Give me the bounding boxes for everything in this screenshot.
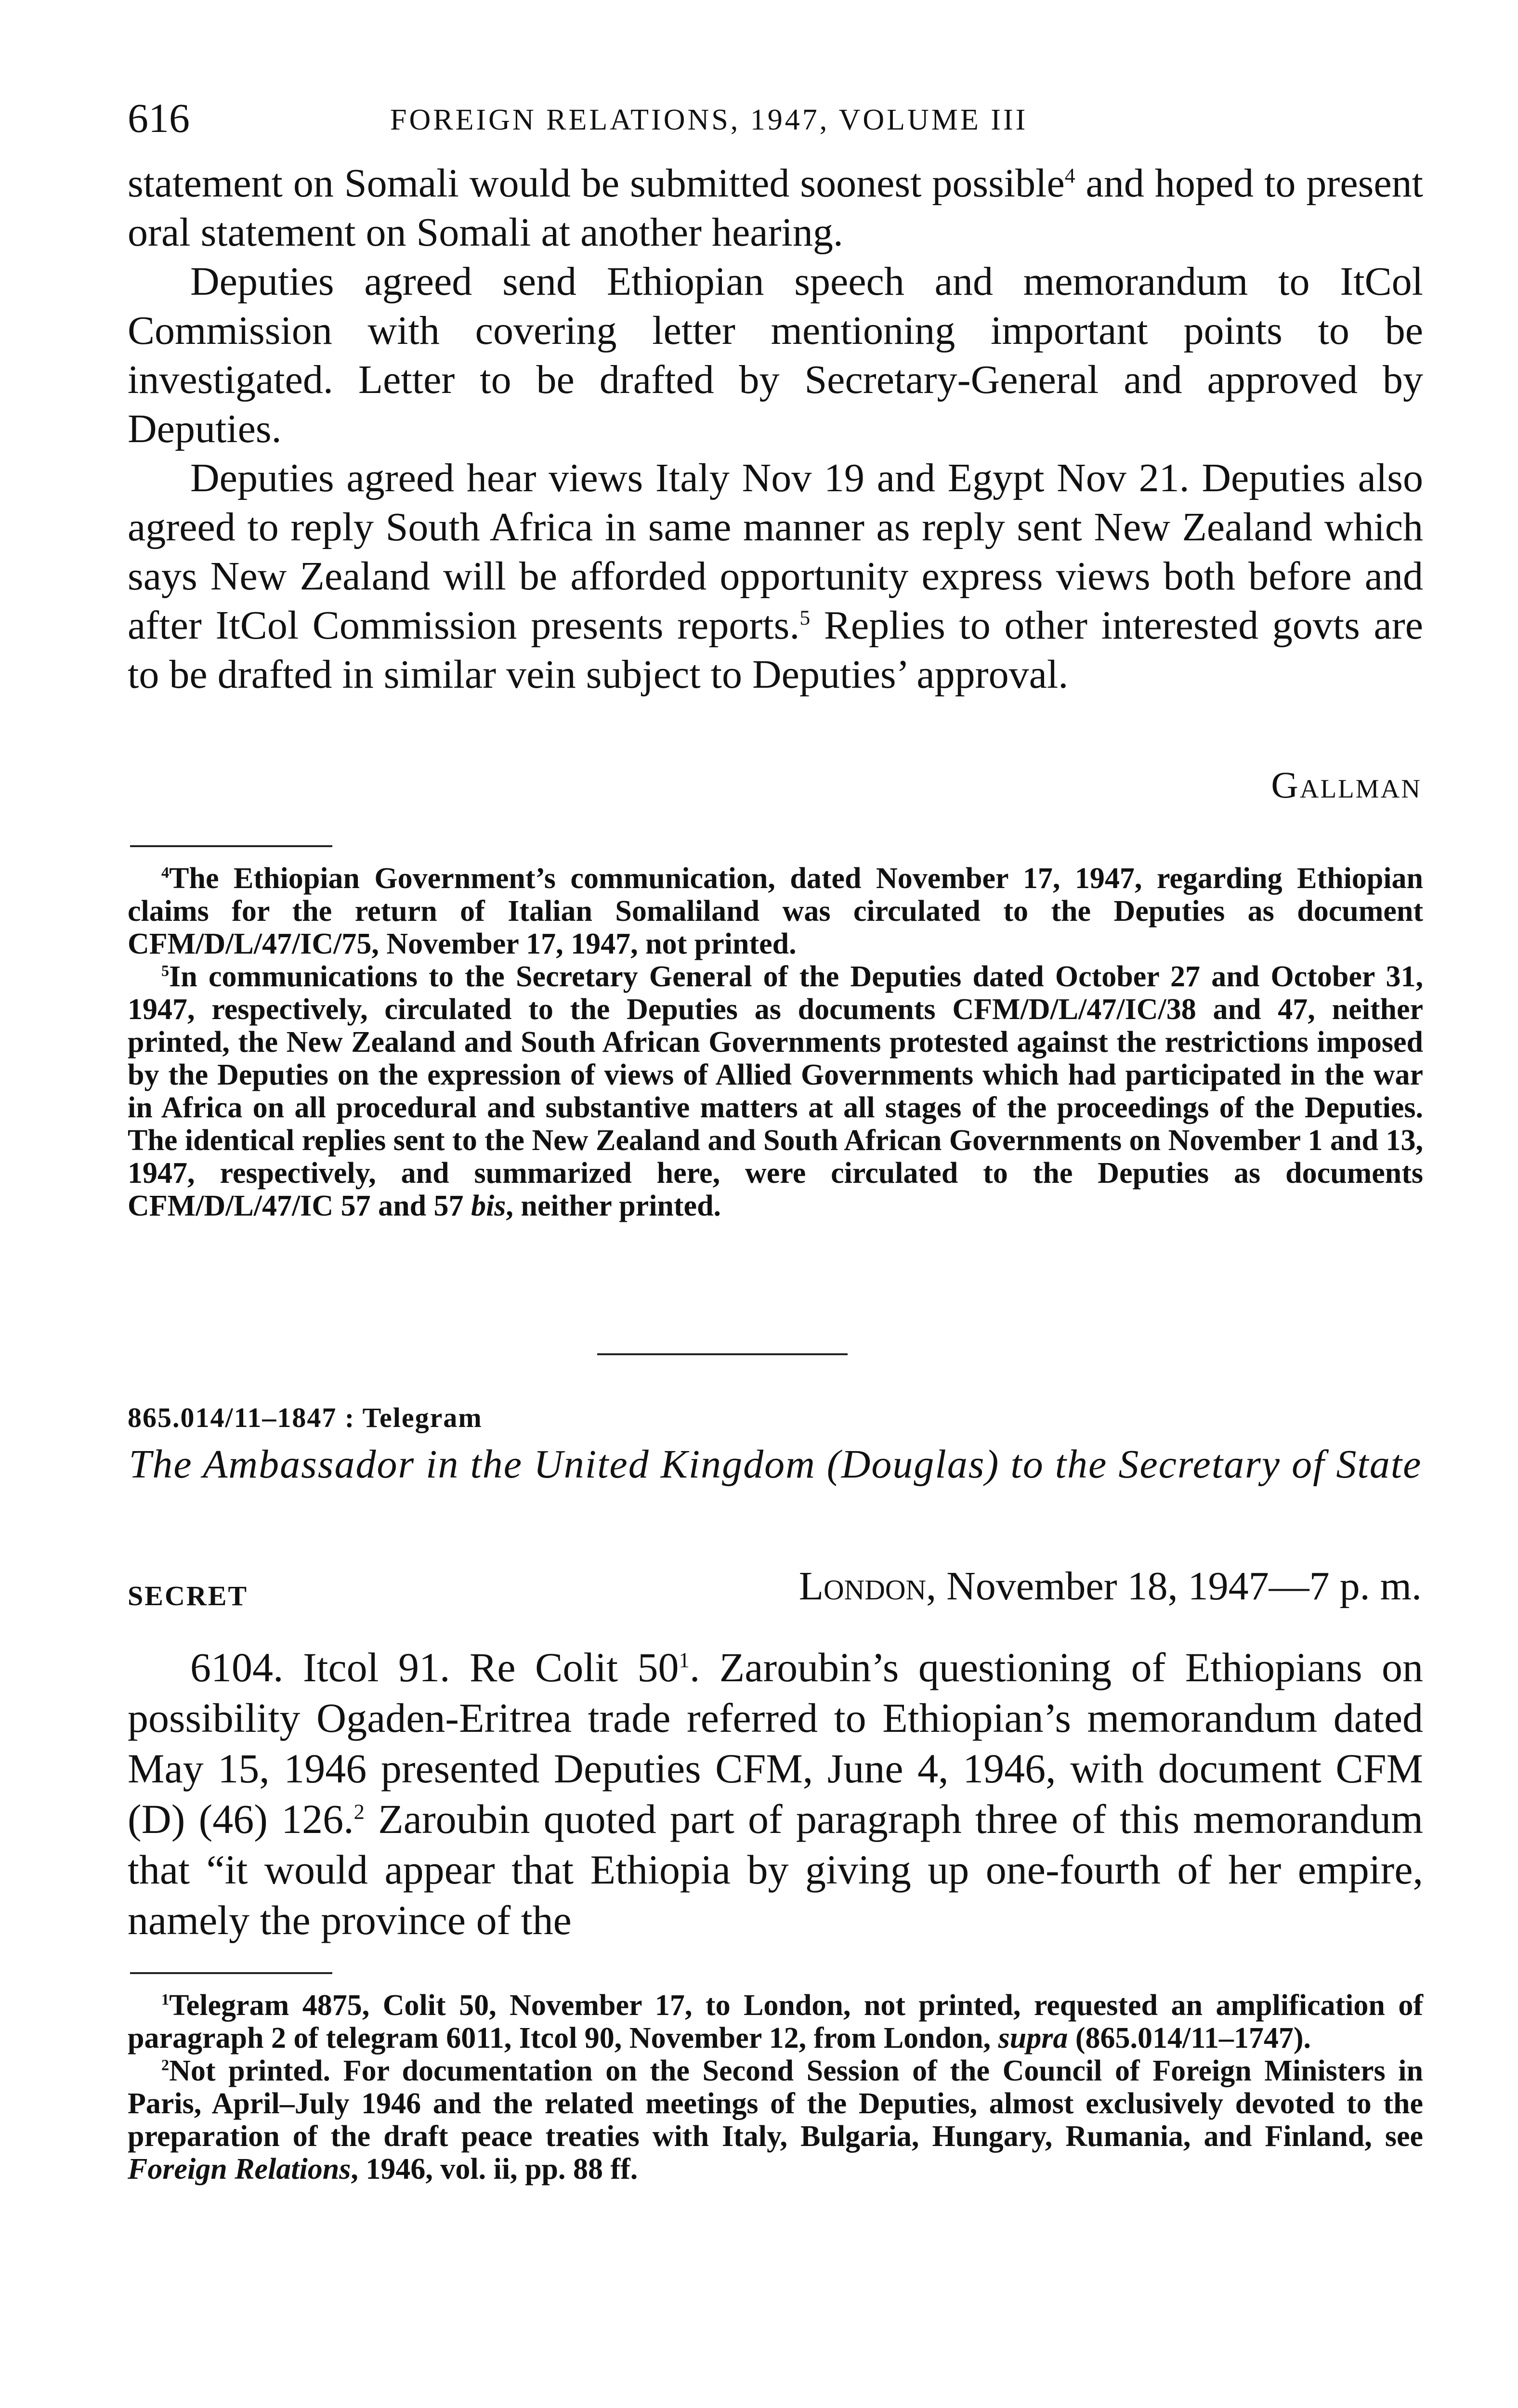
dateline: London, November 18, 1947—7 p. m. bbox=[798, 1564, 1422, 1609]
footnote: $^4$The Ethiopian Government’s communication, dated November 17, 1947, regarding Ethiopian claims for the return of Italian Somaliland was circulated to the Deputies as document CFM/D/L/47/IC/75, November 17, 1947, not printed. bbox=[128, 862, 1423, 960]
footnote-rule bbox=[130, 1972, 332, 1974]
footnote-ref: 1 bbox=[679, 1648, 690, 1672]
telegram-body bbox=[128, 1642, 1423, 1946]
page-header bbox=[128, 92, 1428, 149]
document-title: The Ambassador in the United Kingdom (Douglas) to the Secretary of State bbox=[129, 1442, 1422, 1487]
paragraph: statement on Somali would be submitted soonest possible$^4$ and hoped to present oral statement on Somali at another hearing. bbox=[128, 161, 1423, 255]
signature: Gallman bbox=[1271, 764, 1422, 806]
section-divider bbox=[597, 1353, 848, 1355]
continuation-text bbox=[128, 159, 1423, 699]
paragraph: Deputies agreed hear views Italy Nov 19 and Egypt Nov 21. Deputies also agreed to reply South Africa in same manner as reply sent New Zealand which says New Zealand will be afforded opportunity express views both before and after ItCol Commission presents reports.$^5$ Replies to other interested govts are to be drafted in similar vein subject to Deputies’ approval. bbox=[128, 456, 1424, 697]
footnote-ref: 2 bbox=[353, 1799, 365, 1824]
footnote-rule bbox=[130, 845, 332, 847]
page-number: 616 bbox=[128, 95, 190, 141]
footnote: $^5$In communications to the Secretary General of the Deputies dated October 27 and October 31, 1947, respectively, circulated to the Deputies as documents CFM/D/L/47/IC/38 and 47, neither printed, the New Zealand and South African Governments protested against the restrictions imposed by the Deputies on the expression of views of Allied Governments which had participated in the war in Africa on all procedural and substantive matters at all stages of the proceedings of the Deputies. The identical replies sent to the New Zealand and South African Governments on November 1 and 13, 1947, respectively, and summarized here, were circulated to the Deputies as documents CFM/D/L/47/IC 57 and 57 bis, neither printed. bbox=[128, 960, 1423, 1222]
footnote: $^2$Not printed. For documentation on the Second Session of the Council of Foreign Ministers in Paris, April–July 1946 and the related meetings of the Deputies, almost exclusively devoted to the preparation of the draft peace treaties with Italy, Bulgaria, Hungary, Rumania, and Finland, see Foreign Relations, 1946, vol. ii, pp. 88 ff. bbox=[128, 2055, 1423, 2186]
running-title: FOREIGN RELATIONS, 1947, VOLUME III bbox=[390, 104, 1028, 136]
footnote-ref: 4 bbox=[1064, 164, 1075, 187]
classification: SECRET bbox=[128, 1580, 249, 1611]
footnote-ref: 5 bbox=[799, 606, 811, 629]
footnote: $^1$Telegram 4875, Colit 50, November 17, to London, not printed, requested an amplification of paragraph 2 of telegram 6011, Itcol 90, November 12, from London, supra (865.014/11–1747). bbox=[128, 1989, 1423, 2055]
paragraph: 6104. Itcol 91. Re Colit $50^1$. Zaroubin’s questioning of Ethiopians on possibility Ogaden-Eritrea trade referred to Ethiopian’s memorandum dated May 15, 1946 presented Deputies CFM, June 4, 1946, with document CFM (D) (46) 126.$^2$ Zaroubin quoted part of paragraph three of this memorandum that “it would appear that Ethiopia by giving up one-fourth of her empire, namely the province of the bbox=[128, 1644, 1423, 1943]
file-reference: 865.014/11–1847 : Telegram bbox=[128, 1402, 483, 1433]
footnotes-top bbox=[128, 862, 1423, 1222]
paragraph: Deputies agreed send Ethiopian speech and memorandum to ItCol Commission with covering letter mentioning important points to be investigated. Letter to be drafted by Secretary-General and approved by Deputies. bbox=[128, 259, 1423, 451]
footnotes-bottom bbox=[128, 1989, 1423, 2186]
